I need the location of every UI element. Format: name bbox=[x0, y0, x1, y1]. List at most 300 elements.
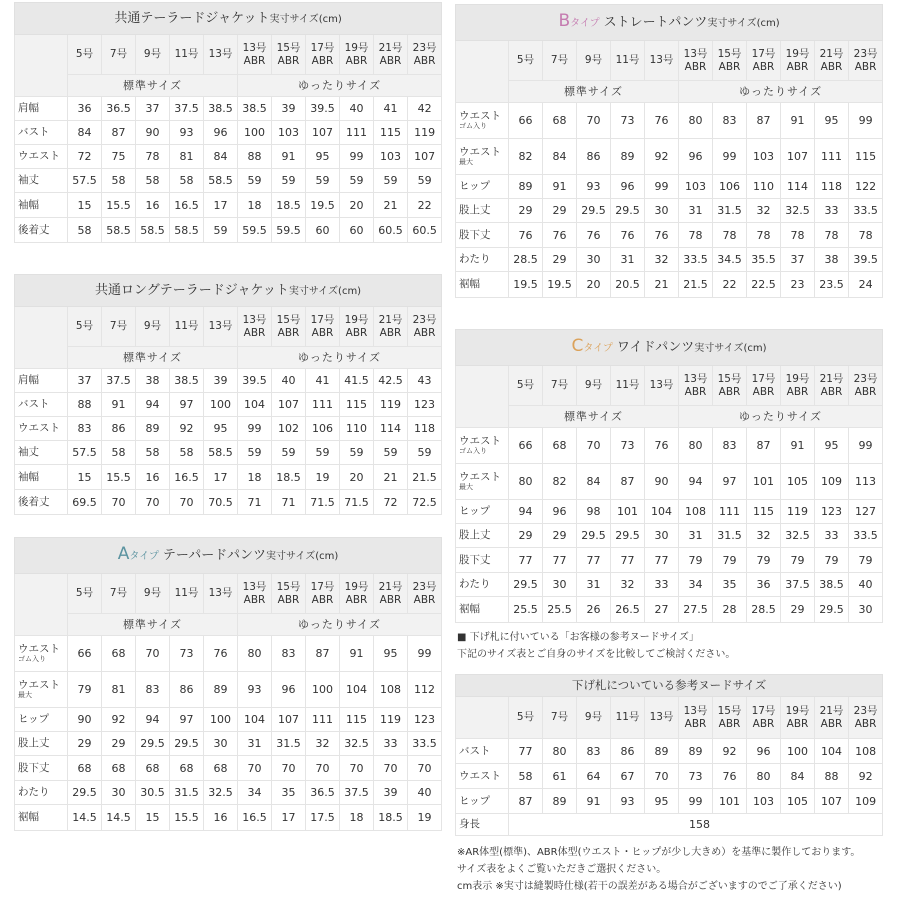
row-label bbox=[456, 199, 509, 223]
size-value: 68 bbox=[68, 756, 102, 781]
size-value: 37 bbox=[68, 369, 102, 393]
type-word: タイプ bbox=[570, 18, 600, 29]
size-value: 18.5 bbox=[272, 193, 306, 218]
row-label bbox=[15, 636, 68, 672]
size-value: 83 bbox=[577, 739, 611, 764]
footer-note-line3: cm表示 ※実寸は縫製時仕様(若干の誤差がある場合がございますのでご了承ください) bbox=[457, 881, 842, 892]
size-value: 96 bbox=[272, 672, 306, 708]
row-label bbox=[15, 465, 68, 490]
size-value: 87 bbox=[611, 464, 645, 500]
size-value: 89 bbox=[543, 789, 577, 814]
size-value: 58.5 bbox=[204, 169, 238, 193]
group-relaxed: ゆったりサイズ bbox=[679, 81, 883, 103]
size-value: 70 bbox=[272, 756, 306, 781]
size-header: 19号 ABR bbox=[781, 697, 815, 739]
size-value: 90 bbox=[136, 121, 170, 145]
row-label bbox=[15, 145, 68, 169]
size-value: 59 bbox=[272, 441, 306, 465]
size-value: 59 bbox=[238, 441, 272, 465]
group-relaxed: ゆったりサイズ bbox=[679, 406, 883, 428]
size-value: 25.5 bbox=[509, 597, 543, 623]
size-value: 109 bbox=[815, 464, 849, 500]
size-value: 37.5 bbox=[340, 781, 374, 805]
row-label bbox=[456, 103, 509, 139]
size-value: 20 bbox=[340, 465, 374, 490]
size-number: 5号 bbox=[516, 54, 535, 66]
size-value: 72 bbox=[374, 490, 408, 515]
size-value: 103 bbox=[747, 789, 781, 814]
row-label-text: 袖幅 bbox=[18, 198, 39, 211]
size-header bbox=[340, 35, 374, 75]
size-value: 81 bbox=[102, 672, 136, 708]
size-value: 119 bbox=[781, 500, 815, 524]
size-value: 76 bbox=[204, 636, 238, 672]
size-value: 26.5 bbox=[611, 597, 645, 623]
size-value: 115 bbox=[340, 708, 374, 732]
size-value: 22.5 bbox=[747, 272, 781, 298]
row-label-text: 股下丈 bbox=[459, 228, 491, 241]
tag-note-line1: ■ 下げ札に付いている「お客様の参考ヌードサイズ」 bbox=[457, 632, 699, 643]
size-value: 78 bbox=[713, 223, 747, 248]
row-label-text: ウエスト bbox=[459, 435, 501, 447]
table-row bbox=[15, 369, 442, 393]
size-value: 96 bbox=[611, 175, 645, 199]
size-value: 87 bbox=[102, 121, 136, 145]
unit-suffix: 実寸サイズ(cm) bbox=[269, 13, 342, 25]
size-header bbox=[815, 366, 849, 406]
size-value: 119 bbox=[374, 393, 408, 417]
size-number: 9号 bbox=[143, 48, 162, 60]
size-value: 105 bbox=[781, 789, 815, 814]
size-value: 101 bbox=[713, 789, 747, 814]
size-value: 118 bbox=[408, 417, 442, 441]
row-label-text: バスト bbox=[459, 744, 491, 757]
table-row bbox=[15, 218, 442, 243]
size-value: 123 bbox=[815, 500, 849, 524]
size-header: 11号 bbox=[611, 697, 645, 739]
size-value: 21 bbox=[374, 465, 408, 490]
size-value: 33 bbox=[815, 199, 849, 223]
size-value: 16.5 bbox=[170, 465, 204, 490]
size-value: 42.5 bbox=[374, 369, 408, 393]
row-label-text: 裾幅 bbox=[18, 811, 39, 823]
size-value: 34 bbox=[679, 573, 713, 597]
size-value: 36 bbox=[68, 97, 102, 121]
table-row bbox=[15, 441, 442, 465]
size-number: 19号 ABR bbox=[344, 580, 369, 606]
size-value: 94 bbox=[136, 708, 170, 732]
size-value: 86 bbox=[577, 139, 611, 175]
size-value: 29.5 bbox=[577, 199, 611, 223]
size-header bbox=[747, 366, 781, 406]
corner-cell bbox=[15, 35, 68, 97]
size-value: 36.5 bbox=[102, 97, 136, 121]
size-value: 27 bbox=[645, 597, 679, 623]
table-row bbox=[456, 103, 883, 139]
size-value: 14.5 bbox=[102, 805, 136, 831]
size-value: 34.5 bbox=[713, 248, 747, 272]
size-value: 18.5 bbox=[272, 465, 306, 490]
size-value: 30 bbox=[102, 781, 136, 805]
size-value: 29.5 bbox=[611, 524, 645, 548]
size-value: 70 bbox=[374, 756, 408, 781]
size-value: 80 bbox=[543, 739, 577, 764]
size-value: 108 bbox=[679, 500, 713, 524]
table-title-text: テーパードパンツ bbox=[162, 548, 267, 563]
size-number: 15号 ABR bbox=[717, 372, 742, 398]
size-value: 92 bbox=[102, 708, 136, 732]
size-value: 72 bbox=[68, 145, 102, 169]
size-value: 30 bbox=[849, 597, 883, 623]
size-header bbox=[543, 366, 577, 406]
row-label bbox=[456, 500, 509, 524]
size-value: 91 bbox=[781, 428, 815, 464]
row-label-text: 後着丈 bbox=[18, 495, 50, 508]
size-value: 111 bbox=[340, 121, 374, 145]
size-value: 118 bbox=[815, 175, 849, 199]
size-value: 70 bbox=[577, 103, 611, 139]
size-value: 81 bbox=[170, 145, 204, 169]
size-value: 97 bbox=[170, 393, 204, 417]
size-value: 19.5 bbox=[543, 272, 577, 298]
size-value: 70 bbox=[340, 756, 374, 781]
row-label-text: 肩幅 bbox=[18, 374, 39, 386]
size-value: 77 bbox=[543, 548, 577, 573]
type-letter: A bbox=[117, 544, 130, 564]
size-value: 89 bbox=[645, 739, 679, 764]
size-value: 29 bbox=[543, 199, 577, 223]
size-value: 37 bbox=[781, 248, 815, 272]
size-value: 95 bbox=[815, 428, 849, 464]
size-value: 113 bbox=[849, 464, 883, 500]
row-label-text: ウエスト bbox=[459, 769, 501, 782]
size-value: 102 bbox=[272, 417, 306, 441]
size-value: 19 bbox=[306, 465, 340, 490]
size-value: 59 bbox=[374, 441, 408, 465]
size-header bbox=[136, 307, 170, 347]
row-label bbox=[456, 272, 509, 298]
size-header bbox=[509, 366, 543, 406]
size-value: 99 bbox=[408, 636, 442, 672]
size-value: 93 bbox=[577, 175, 611, 199]
size-value: 89 bbox=[611, 139, 645, 175]
size-value: 33.5 bbox=[849, 199, 883, 223]
size-value: 90 bbox=[645, 464, 679, 500]
size-value: 59 bbox=[340, 169, 374, 193]
size-value: 68 bbox=[170, 756, 204, 781]
size-value: 40 bbox=[272, 369, 306, 393]
size-number: 19号 ABR bbox=[785, 47, 810, 73]
size-value: 58.5 bbox=[170, 218, 204, 243]
group-standard: 標準サイズ bbox=[68, 614, 238, 636]
size-value: 31.5 bbox=[272, 732, 306, 756]
row-label-text: ウエスト bbox=[18, 422, 60, 434]
size-value: 31 bbox=[679, 524, 713, 548]
size-value: 30 bbox=[204, 732, 238, 756]
size-value: 33.5 bbox=[849, 524, 883, 548]
size-header bbox=[849, 41, 883, 81]
size-value: 111 bbox=[306, 708, 340, 732]
size-value: 29 bbox=[543, 248, 577, 272]
row-label bbox=[456, 548, 509, 573]
size-value: 89 bbox=[136, 417, 170, 441]
size-value: 29.5 bbox=[170, 732, 204, 756]
size-value: 15.5 bbox=[102, 465, 136, 490]
size-header: 15号 ABR bbox=[713, 697, 747, 739]
size-value: 119 bbox=[408, 121, 442, 145]
size-header bbox=[374, 307, 408, 347]
row-label bbox=[456, 248, 509, 272]
size-value: 31.5 bbox=[170, 781, 204, 805]
size-value: 39.5 bbox=[306, 97, 340, 121]
type-b-pants-size-table bbox=[455, 4, 883, 298]
size-value: 59 bbox=[408, 169, 442, 193]
size-value: 107 bbox=[272, 708, 306, 732]
table-row bbox=[456, 764, 883, 789]
size-value: 80 bbox=[747, 764, 781, 789]
size-value: 39 bbox=[204, 369, 238, 393]
row-label-text: 股上丈 bbox=[459, 529, 491, 541]
row-label bbox=[456, 139, 509, 175]
size-value: 29.5 bbox=[509, 573, 543, 597]
size-number: 13号 bbox=[208, 587, 233, 599]
size-number: 13号 ABR bbox=[683, 47, 708, 73]
size-value: 29 bbox=[781, 597, 815, 623]
size-value: 70 bbox=[102, 490, 136, 515]
size-header bbox=[340, 574, 374, 614]
size-value: 29 bbox=[543, 524, 577, 548]
size-value: 59 bbox=[204, 218, 238, 243]
size-value: 41.5 bbox=[340, 369, 374, 393]
size-value: 22 bbox=[408, 193, 442, 218]
corner-cell bbox=[456, 41, 509, 103]
size-value: 76 bbox=[645, 103, 679, 139]
size-value: 59 bbox=[238, 169, 272, 193]
size-value: 98 bbox=[577, 500, 611, 524]
size-value: 101 bbox=[747, 464, 781, 500]
size-value: 111 bbox=[713, 500, 747, 524]
size-value: 71 bbox=[272, 490, 306, 515]
size-value: 18.5 bbox=[374, 805, 408, 831]
size-value: 38.5 bbox=[815, 573, 849, 597]
table-row bbox=[15, 636, 442, 672]
row-label bbox=[456, 789, 509, 814]
size-value: 84 bbox=[781, 764, 815, 789]
size-header bbox=[543, 41, 577, 81]
size-value: 34 bbox=[238, 781, 272, 805]
size-value: 89 bbox=[679, 739, 713, 764]
size-value: 79 bbox=[713, 548, 747, 573]
size-value: 32 bbox=[611, 573, 645, 597]
corner-cell bbox=[15, 574, 68, 636]
size-value: 58 bbox=[170, 169, 204, 193]
size-value: 37 bbox=[136, 97, 170, 121]
size-value: 15 bbox=[68, 465, 102, 490]
size-value: 122 bbox=[849, 175, 883, 199]
size-number: 7号 bbox=[109, 587, 128, 599]
size-value: 26 bbox=[577, 597, 611, 623]
size-value: 68 bbox=[102, 636, 136, 672]
corner-cell bbox=[456, 697, 509, 739]
size-value: 88 bbox=[815, 764, 849, 789]
size-value: 60 bbox=[306, 218, 340, 243]
size-header bbox=[136, 35, 170, 75]
row-label-text: バスト bbox=[18, 126, 50, 138]
size-value: 86 bbox=[102, 417, 136, 441]
row-label-sub: ゴム入り bbox=[459, 122, 487, 130]
size-number: 23号 ABR bbox=[412, 313, 437, 339]
size-value: 80 bbox=[679, 103, 713, 139]
size-value: 96 bbox=[543, 500, 577, 524]
size-value: 86 bbox=[611, 739, 645, 764]
table-row bbox=[456, 139, 883, 175]
row-label-sub: ゴム入り bbox=[459, 447, 487, 455]
row-label-text: 袖幅 bbox=[18, 470, 39, 483]
table-row bbox=[15, 417, 442, 441]
size-header bbox=[611, 41, 645, 81]
size-value: 57.5 bbox=[68, 169, 102, 193]
size-value: 79 bbox=[68, 672, 102, 708]
size-value: 100 bbox=[238, 121, 272, 145]
size-value: 115 bbox=[374, 121, 408, 145]
size-value: 77 bbox=[509, 548, 543, 573]
size-value: 24 bbox=[849, 272, 883, 298]
unit-suffix: 実寸サイズ(cm) bbox=[288, 285, 362, 297]
row-label bbox=[456, 597, 509, 623]
row-label bbox=[15, 393, 68, 417]
size-value: 33 bbox=[374, 732, 408, 756]
row-label-text: わたり bbox=[18, 786, 50, 798]
size-value: 30 bbox=[645, 199, 679, 223]
size-value: 18 bbox=[238, 465, 272, 490]
table-row bbox=[15, 490, 442, 515]
size-header bbox=[238, 307, 272, 347]
size-value: 97 bbox=[713, 464, 747, 500]
long-jacket-size-table bbox=[14, 274, 442, 515]
size-value: 70 bbox=[170, 490, 204, 515]
size-value: 80 bbox=[509, 464, 543, 500]
size-value: 92 bbox=[645, 139, 679, 175]
table-title-text: ワイドパンツ bbox=[616, 340, 695, 355]
size-header bbox=[781, 41, 815, 81]
size-value: 21 bbox=[374, 193, 408, 218]
size-value: 110 bbox=[340, 417, 374, 441]
size-value: 59 bbox=[340, 441, 374, 465]
size-value: 91 bbox=[272, 145, 306, 169]
size-header bbox=[238, 574, 272, 614]
size-value: 58 bbox=[102, 169, 136, 193]
size-value: 23.5 bbox=[815, 272, 849, 298]
size-value: 115 bbox=[747, 500, 781, 524]
size-number: 17号 ABR bbox=[751, 47, 776, 73]
size-value: 96 bbox=[679, 139, 713, 175]
size-value: 40 bbox=[849, 573, 883, 597]
size-value: 28.5 bbox=[509, 248, 543, 272]
table-row bbox=[15, 145, 442, 169]
size-value: 66 bbox=[68, 636, 102, 672]
size-value: 36 bbox=[747, 573, 781, 597]
type-a-pants-size-table bbox=[14, 537, 442, 831]
row-label-sub: 最大 bbox=[18, 691, 32, 699]
size-header bbox=[713, 41, 747, 81]
size-value: 38.5 bbox=[170, 369, 204, 393]
footer-note-line2: サイズ表をよくご覧いただきご選択ください。 bbox=[457, 864, 667, 875]
table-row bbox=[456, 597, 883, 623]
size-header bbox=[68, 307, 102, 347]
size-value: 123 bbox=[408, 393, 442, 417]
size-value: 30.5 bbox=[136, 781, 170, 805]
size-value: 19.5 bbox=[306, 193, 340, 218]
size-value: 77 bbox=[611, 548, 645, 573]
size-value: 59 bbox=[272, 169, 306, 193]
size-value: 19.5 bbox=[509, 272, 543, 298]
size-number: 13号 ABR bbox=[683, 372, 708, 398]
size-value: 99 bbox=[713, 139, 747, 175]
size-value: 20 bbox=[577, 272, 611, 298]
size-value: 96 bbox=[204, 121, 238, 145]
row-label bbox=[15, 97, 68, 121]
table-row bbox=[15, 193, 442, 218]
size-value: 68 bbox=[543, 428, 577, 464]
size-value: 104 bbox=[238, 708, 272, 732]
size-number: 15号 ABR bbox=[276, 41, 301, 67]
table-row bbox=[456, 428, 883, 464]
size-header bbox=[408, 35, 442, 75]
row-label-text: ウエスト bbox=[18, 150, 60, 162]
size-number: 15号 ABR bbox=[276, 313, 301, 339]
size-number: 13号 bbox=[649, 379, 674, 391]
row-label-text: 股上丈 bbox=[459, 204, 491, 216]
size-value: 104 bbox=[238, 393, 272, 417]
size-value: 107 bbox=[781, 139, 815, 175]
table-title bbox=[15, 3, 442, 35]
size-number: 21号 ABR bbox=[378, 313, 403, 339]
table-row bbox=[456, 739, 883, 764]
size-value: 93 bbox=[238, 672, 272, 708]
size-value: 73 bbox=[679, 764, 713, 789]
size-header bbox=[306, 307, 340, 347]
row-label-text: 袖丈 bbox=[18, 446, 39, 458]
size-header bbox=[272, 574, 306, 614]
size-header bbox=[747, 41, 781, 81]
size-value: 89 bbox=[204, 672, 238, 708]
table-title bbox=[456, 330, 883, 366]
size-number: 15号 ABR bbox=[276, 580, 301, 606]
table-row bbox=[15, 672, 442, 708]
size-value: 99 bbox=[340, 145, 374, 169]
size-value: 95 bbox=[645, 789, 679, 814]
size-header bbox=[408, 574, 442, 614]
size-value: 15 bbox=[68, 193, 102, 218]
size-number: 11号 bbox=[615, 54, 640, 66]
unit-suffix: 実寸サイズ(cm) bbox=[707, 18, 780, 29]
size-value: 115 bbox=[340, 393, 374, 417]
size-number: 11号 bbox=[174, 320, 199, 332]
size-value: 30 bbox=[543, 573, 577, 597]
row-label-text: 裾幅 bbox=[459, 603, 480, 615]
size-value: 119 bbox=[374, 708, 408, 732]
size-value: 60.5 bbox=[408, 218, 442, 243]
size-value: 78 bbox=[747, 223, 781, 248]
row-label-text: ヒップ bbox=[18, 713, 50, 725]
size-value: 67 bbox=[611, 764, 645, 789]
size-value: 59.5 bbox=[272, 218, 306, 243]
size-value: 92 bbox=[713, 739, 747, 764]
size-value: 38 bbox=[136, 369, 170, 393]
row-label bbox=[456, 739, 509, 764]
size-value: 123 bbox=[408, 708, 442, 732]
size-value: 79 bbox=[747, 548, 781, 573]
